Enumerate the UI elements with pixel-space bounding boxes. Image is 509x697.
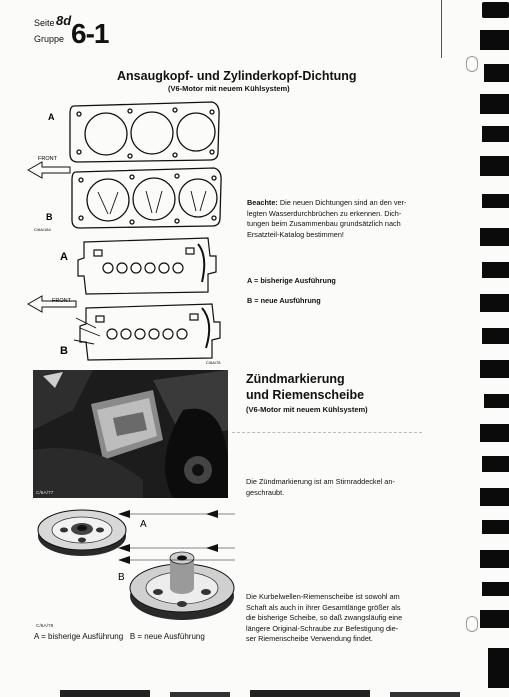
scan-speck-2 [466, 616, 478, 632]
section1-subtitle: (V6-Motor mit neuem Kühlsystem) [168, 84, 290, 93]
note-block [247, 198, 443, 240]
pulley-label-a: A [140, 519, 147, 530]
section3-text-line-4: längere Original-Schraube zur Befestigung die- [246, 623, 399, 633]
section2-text [246, 477, 446, 498]
section2-title-line2: und Riemenscheibe [246, 388, 365, 402]
gruppe-label: Gruppe [34, 34, 65, 44]
front-arrow-top-icon [28, 162, 70, 178]
pulley-code: C/6A/78 [36, 624, 54, 629]
ignition-mark-photo [33, 370, 228, 498]
fig-code-top: C/6A/184 [34, 227, 51, 232]
photo-code: C/6A/77 [36, 491, 54, 496]
fig-label-front-bottom: FRONT [52, 298, 71, 304]
note-line-1-text: Die neuen Dichtungen sind an den ver- [279, 198, 407, 207]
section2-text-line-2: geschraubt. [246, 487, 285, 497]
scan-dotted-rule [232, 432, 422, 433]
section2-text-line-1: Die Zündmarkierung ist am Stirnraddeckel an- [246, 477, 395, 486]
pulley-label-b: B [118, 572, 125, 583]
section1-title: Ansaugkopf- und Zylinderkopf-Dichtung [117, 69, 357, 83]
legend-a: A = bisherige Ausführung [247, 276, 336, 285]
section2-title-line1: Zündmarkierung [246, 372, 345, 386]
section3-text [246, 592, 446, 645]
note-line-2: legten Wasserdurchbrüchen zu erkennen. Dich- [247, 208, 402, 218]
legend-b: B = neue Ausführung [247, 296, 321, 305]
note-line-3: tungen beim Zusammenbau grundsätzlich nach [247, 219, 401, 229]
fig-label-b-top: B [46, 212, 53, 222]
pulley-b [130, 552, 234, 620]
note-line-4: Ersatzteil-Katalog bestimmen! [247, 229, 344, 239]
seite-label: Seite [34, 18, 55, 28]
pulley-a [38, 510, 126, 556]
fig-label-a-top: A [48, 112, 55, 122]
section2-subtitle: (V6-Motor mit neuem Kühlsystem) [246, 405, 368, 414]
head-gasket-a [70, 102, 219, 162]
gruppe-value: 6-1 [71, 18, 109, 49]
photo-content [33, 370, 228, 498]
note-line-1 [247, 198, 443, 209]
section3-text-line-3: die bisherige Scheibe, so daß zwangsläufig eine [246, 613, 403, 623]
pulley-caption: A = bisherige Ausführung B = neue Ausführung [34, 632, 205, 641]
fig-label-front-top: FRONT [38, 156, 57, 162]
section3-text-line-1: Die Kurbelwellen-Riemenscheibe ist sowohl am [246, 592, 400, 601]
intake-gasket-a [78, 238, 216, 294]
gasket-figure [26, 96, 236, 364]
section3-text-line-5: ser Riemenscheibe Verwendung findet. [246, 634, 373, 644]
header-vertical-rule [441, 0, 442, 58]
seite-value: 8d [56, 13, 72, 28]
fig-code-bottom: C/6A/78 [206, 360, 221, 364]
fig-label-a-bottom: A [60, 251, 68, 263]
pulley-figure [30, 500, 235, 625]
note-label: Beachte: [247, 198, 278, 207]
scan-speck-1 [466, 56, 478, 72]
head-gasket-b [72, 168, 221, 228]
section3-text-line-2: Schaft als auch in ihrer Gesamtlänge größer als [246, 602, 401, 612]
fig-label-b-bottom: B [60, 345, 68, 357]
intake-gasket-b [74, 304, 220, 360]
